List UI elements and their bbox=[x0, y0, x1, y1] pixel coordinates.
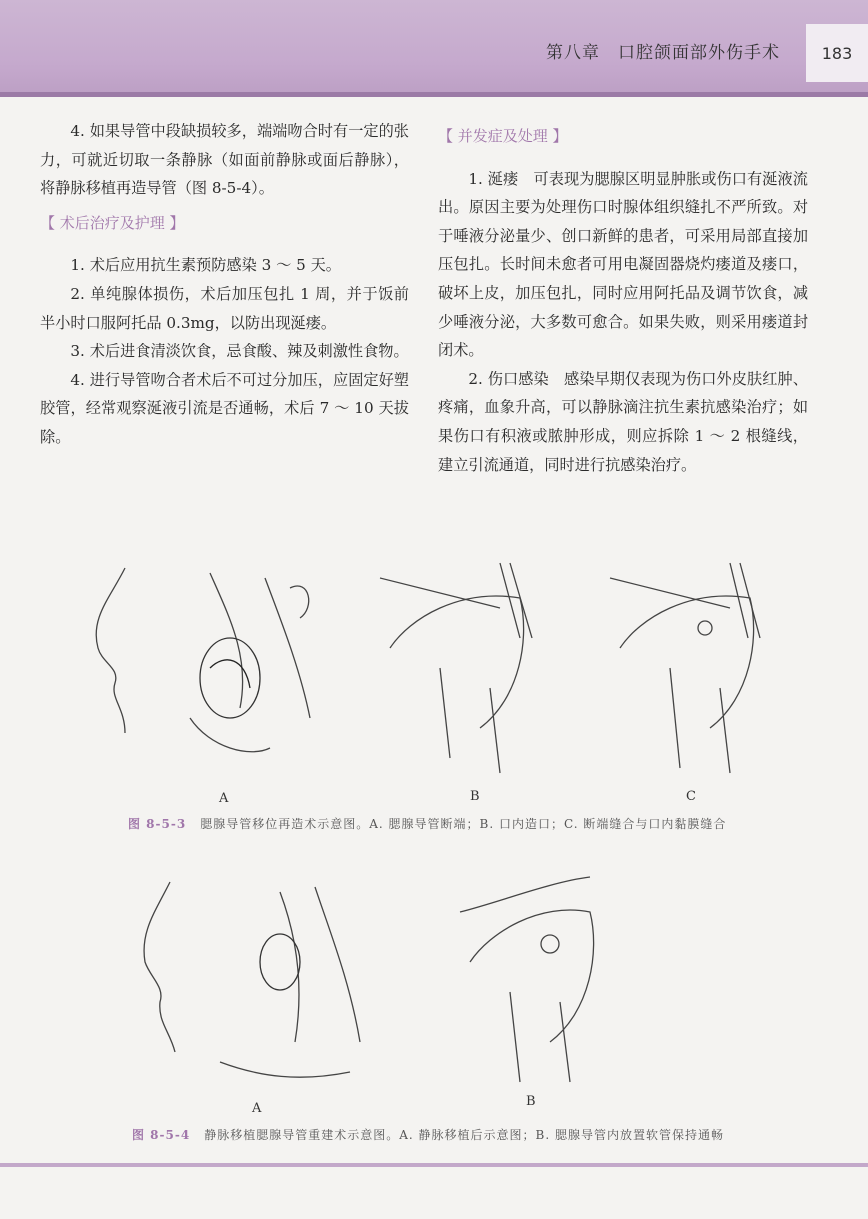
list-item: 1. 涎瘘 可表现为腮腺区明显肿胀或伤口有涎液流出。原因主要为处理伤口时腺体组织缝扎不严所致。对于唾液分泌量少、创口新鲜的患者，可采用局部直接加压包扎。长时间未愈者可用电凝固器烧灼瘘道及瘘口，破坏上皮，加压包扎，同时应用阿托品及调节饮食，减少唾液分泌，大多数可愈合。如果失败，则采用瘘道封闭术。 bbox=[438, 169, 808, 360]
list-item: 1. 术后应用抗生素预防感染 3 ～ 5 天。 bbox=[70, 256, 341, 275]
list-item: 2. 单纯腺体损伤，术后加压包扎 1 周，并于饭前半小时口服阿托品 0.3mg，以防出现涎瘘。 bbox=[40, 284, 409, 332]
section-heading: 【 术后治疗及护理 】 bbox=[40, 213, 185, 232]
figure-8-5-4-illustration bbox=[120, 872, 620, 1097]
figure-label: A bbox=[219, 791, 229, 806]
figure-caption bbox=[128, 815, 726, 832]
figure-caption bbox=[132, 1126, 724, 1143]
chapter-title: 第八章 口腔颌面部外伤手术 bbox=[546, 43, 780, 63]
list-item: 3. 术后进食清淡饮食，忌食酸、辣及刺激性食物。 bbox=[70, 342, 409, 361]
caption-text: 静脉移植腮腺导管重建术示意图。A. 静脉移植后示意图；B. 腮腺导管内放置软管保持通畅 bbox=[204, 1128, 724, 1142]
caption-text: 腮腺导管移位再造术示意图。A. 腮腺导管断端；B. 口内造口；C. 断端缝合与口内黏膜缝合 bbox=[200, 817, 727, 831]
figure-label: B bbox=[470, 789, 480, 804]
left-column bbox=[40, 117, 409, 452]
paragraph: 4. 如果导管中段缺损较多，端端吻合时有一定的张力，可就近切取一条静脉（如面前静脉或面后静脉），将静脉移植再造导管（图 8-5-4）。 bbox=[40, 122, 409, 198]
figure-8-5-3-illustration bbox=[80, 558, 780, 788]
figure-label: B bbox=[526, 1094, 536, 1109]
page-bottom bbox=[0, 1167, 868, 1219]
section-heading: 【 并发症及处理 】 bbox=[438, 127, 568, 145]
figure-label: A bbox=[252, 1101, 262, 1116]
header-rule bbox=[0, 92, 868, 97]
right-column bbox=[438, 122, 808, 479]
list-item: 2. 伤口感染 感染早期仅表现为伤口外皮肤红肿、疼痛，血象升高，可以静脉滴注抗生素抗感染治疗；如果伤口有积液或脓肿形成，则应拆除 1 ～ 2 根缝线，建立引流通道，同时进行抗感染治疗。 bbox=[438, 369, 808, 474]
page-number: 183 bbox=[806, 24, 868, 82]
figure-number: 图 8-5-4 bbox=[132, 1128, 191, 1142]
face-profile-outline bbox=[144, 882, 175, 1052]
figure-label: C bbox=[686, 789, 696, 804]
figure-number: 图 8-5-3 bbox=[128, 817, 187, 831]
list-item: 4. 进行导管吻合者术后不可过分加压，应固定好塑胶管，经常观察涎液引流是否通畅，术后 7 ～ 10 天拔除。 bbox=[40, 370, 409, 446]
face-profile-outline bbox=[96, 568, 125, 733]
